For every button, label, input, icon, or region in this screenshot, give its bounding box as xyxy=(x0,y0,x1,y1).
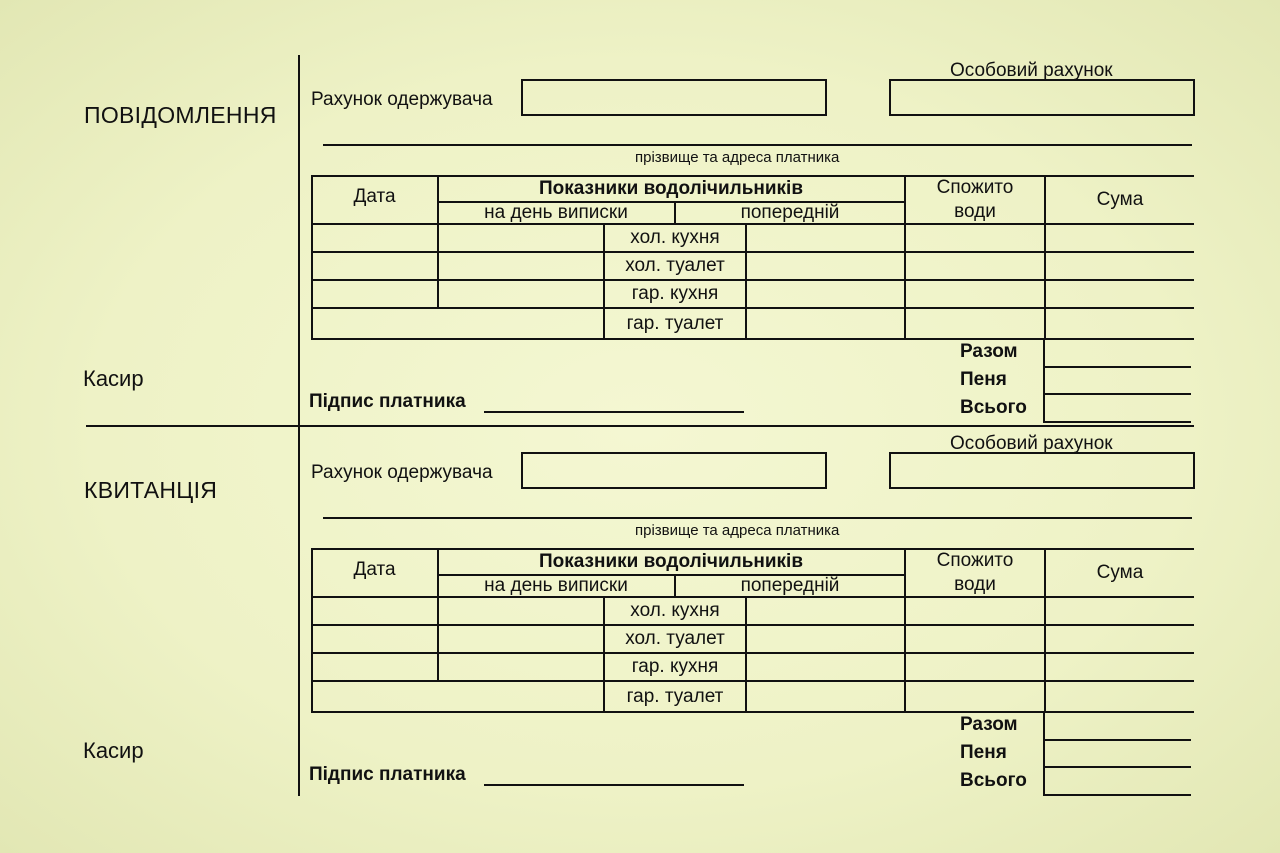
meter-table xyxy=(311,175,1194,340)
table-line xyxy=(745,223,747,340)
consumed-header-line1: Спожито xyxy=(936,550,1014,571)
payer-name-line[interactable] xyxy=(323,517,1192,519)
table-line xyxy=(311,279,1194,281)
date-header: Дата xyxy=(353,186,396,207)
row-cold-kitchen: хол. кухня xyxy=(630,600,720,621)
row-cold-toilet: хол. туалет xyxy=(625,255,725,276)
personal-account-field[interactable] xyxy=(889,79,1195,116)
horizontal-divider xyxy=(86,425,1194,427)
row-hot-toilet: гар. туалет xyxy=(626,685,724,707)
table-line xyxy=(311,711,1194,713)
current-reading-header: на день виписки xyxy=(484,575,628,596)
subtotal-label: Разом xyxy=(960,341,1018,362)
personal-account-label: Особовий рахунок xyxy=(950,433,1113,454)
total-field[interactable] xyxy=(1044,421,1191,423)
recipient-account-field[interactable] xyxy=(521,452,827,489)
date-header: Дата xyxy=(353,559,396,580)
meters-header: Показники водолічильників xyxy=(538,178,804,199)
previous-reading-header: попередній xyxy=(740,575,840,596)
recipient-account-field[interactable] xyxy=(521,79,827,116)
table-line xyxy=(745,596,747,713)
total-label: Всього xyxy=(960,770,1027,791)
penalty-field[interactable] xyxy=(1044,393,1191,395)
payer-caption: прізвище та адреса платника xyxy=(635,522,840,539)
subtotal-label: Разом xyxy=(960,714,1018,735)
personal-account-field[interactable] xyxy=(889,452,1195,489)
table-line xyxy=(311,307,1194,309)
consumed-header-line1: Спожито xyxy=(936,177,1014,198)
signature-label: Підпис платника xyxy=(309,391,466,412)
payer-name-line[interactable] xyxy=(323,144,1192,146)
total-field[interactable] xyxy=(1044,794,1191,796)
consumed-header xyxy=(906,550,1044,596)
table-line xyxy=(311,624,1194,626)
row-cold-toilet: хол. туалет xyxy=(625,628,725,649)
sum-header: Сума xyxy=(1096,189,1144,210)
meters-header: Показники водолічильників xyxy=(538,551,804,572)
consumed-header-line2: води xyxy=(954,201,996,222)
consumed-header-line2: води xyxy=(954,574,996,595)
section-title-receipt: КВИТАНЦІЯ xyxy=(84,477,218,503)
current-reading-header: на день виписки xyxy=(484,202,628,223)
signature-label: Підпис платника xyxy=(309,764,466,785)
penalty-label: Пеня xyxy=(960,742,1007,763)
signature-field[interactable] xyxy=(484,784,744,786)
section-title-notice: ПОВІДОМЛЕННЯ xyxy=(84,102,277,128)
meter-table xyxy=(311,548,1194,713)
row-hot-kitchen: гар. кухня xyxy=(631,283,719,304)
totals-border xyxy=(1043,338,1045,423)
payer-caption: прізвище та адреса платника xyxy=(635,149,840,166)
table-line xyxy=(311,251,1194,253)
row-hot-kitchen: гар. кухня xyxy=(631,656,719,677)
row-cold-kitchen: хол. кухня xyxy=(630,227,720,248)
table-line xyxy=(311,680,1194,682)
signature-field[interactable] xyxy=(484,411,744,413)
personal-account-label: Особовий рахунок xyxy=(950,60,1113,81)
penalty-label: Пеня xyxy=(960,369,1007,390)
consumed-header xyxy=(906,177,1044,223)
total-label: Всього xyxy=(960,397,1027,418)
sum-header: Сума xyxy=(1096,562,1144,583)
recipient-account-label: Рахунок одержувача xyxy=(311,89,493,110)
table-line xyxy=(311,652,1194,654)
cashier-label: Касир xyxy=(83,366,144,391)
previous-reading-header: попередній xyxy=(740,202,840,223)
penalty-field[interactable] xyxy=(1044,766,1191,768)
recipient-account-label: Рахунок одержувача xyxy=(311,462,493,483)
row-hot-toilet: гар. туалет xyxy=(626,312,724,334)
totals-border xyxy=(1043,711,1045,796)
table-line xyxy=(311,338,1194,340)
subtotal-field[interactable] xyxy=(1044,366,1191,368)
cashier-label: Касир xyxy=(83,738,144,763)
subtotal-field[interactable] xyxy=(1044,739,1191,741)
